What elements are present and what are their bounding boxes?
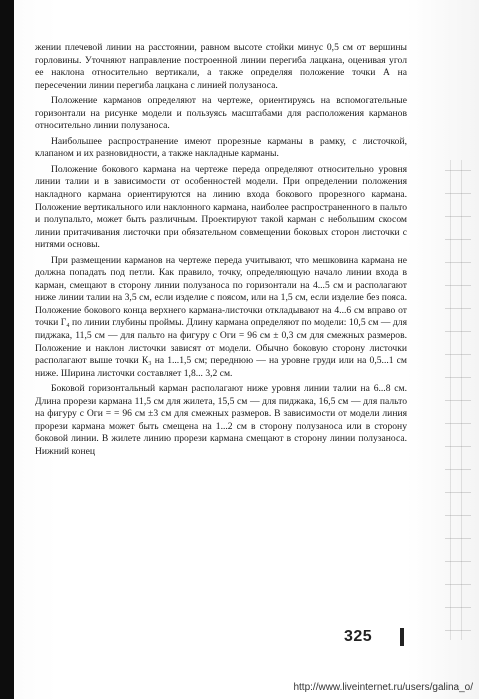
paragraph-6: Боковой горизонтальный карман располагают ниже уровня линии талии на 6...8 см. Длина прорези кармана 11,5 см для жилета, 15,5 см — для пиджака, 16,5 см — для пальто на фигуру с Оᴦᴎ = = 96 см ±3 см для смежных размеров. В зависимости от модели линия прорези кармана может быть смещена на 1...2 см в сторону полузаноса или в сторону боковой линии. В жилете линию прорези кармана смещают в сторону линии полузаноса. Нижний конец (35, 383, 407, 457)
scan-right-artifacts (445, 160, 471, 640)
page-number-bar (400, 628, 404, 646)
paragraph-1: жении плечевой линии на расстоянии, равном высоте стойки минус 0,5 см от вершины горловины. Уточняют направление построенной линии перегиба лацкана, оценивая угол ее наклона относительно вертикали, а также определяя положение точки А на пересечении линии перегиба лацкана с линией полузаноса. (35, 42, 407, 91)
page-number: 325 (344, 628, 373, 645)
paragraph-4: Положение бокового кармана на чертеже переда определяют относительно уровня линии талии и в зависимости от особенностей модели. При определении положения накладного кармана ориентируются на линию входа бокового прорезного кармана. Положение вертикального или наклонного кармана, наиболее распространенного в пальто и полупальто, может быть различным. Проектируют такой карман с небольшим скосом линии притачивания листочки при обязательном совмещении боковых сторон листочки с нитями основы. (35, 163, 407, 251)
body-text-column (35, 42, 407, 462)
source-watermark: http://www.liveinternet.ru/users/galina_o/ (293, 682, 473, 693)
paragraph-3: Наибольшее распространение имеют прорезные карманы в рамку, с листочкой, клапаном и их разновидности, а также накладные карманы. (35, 135, 407, 160)
paragraph-2: Положение карманов определяют на чертеже, ориентируясь на вспомогательные горизонтали на рисунке модели и пользуясь масштабами для расположения карманов относительно линии полузаноса. (35, 95, 407, 132)
paragraph-5: При размещении карманов на чертеже переда учитывают, что мешковина кармана не должна попадать под петли. Как правило, точку, определяющую начало линии входа в карман, смещают в сторону линии полузаноса по горизонтали на 4...5 см и располагают ниже линии талии на 3,5 см, если изделие с поясом, или на 1,5 см, если изделие без пояса. Положение бокового конца верхнего кармана-листочки откладывают на 4...6 см вправо от точки Г₄ по линии глубины проймы. Длину кармана определяют по модели: 10,5 см — для пиджака, 11,5 см — для пальто на фигуру с Оᴦᴎ = 96 см ± 0,3 см для смежных размеров. Положение и наклон листочки зависят от модели. Обычно боковую сторону листочки располагают выше точки К₃ на 1...1,5 см; переднюю — на уровне груди или на 0,5...1 см ниже. Ширина листочки составляет 1,8... 3,2 см. (35, 254, 407, 379)
scan-left-edge (0, 0, 14, 699)
